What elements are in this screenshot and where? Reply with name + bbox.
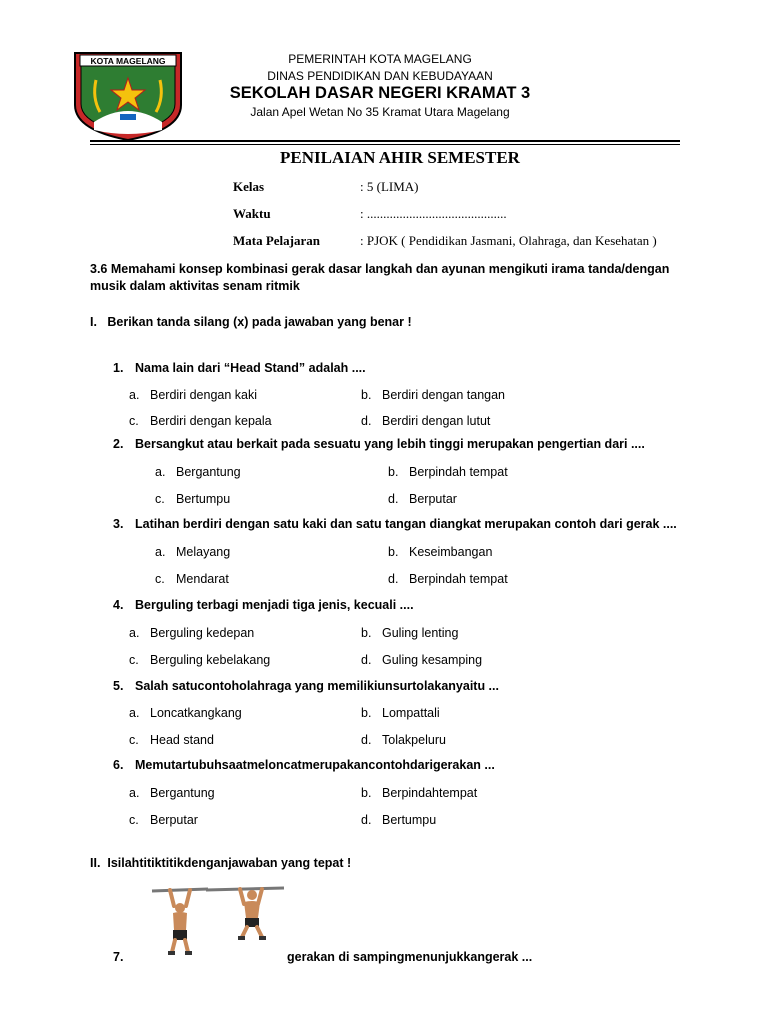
question-text: Berguling terbagi menjadi tiga jenis, kecuali ....	[135, 598, 414, 612]
option-letter: a.	[155, 545, 166, 559]
option-d	[361, 733, 446, 747]
option-text: Tolakpeluru	[382, 733, 446, 747]
option-text: Berdiri dengan kaki	[150, 388, 258, 402]
option-c	[129, 733, 214, 747]
section-1-heading: I. Berikan tanda silang (x) pada jawaban yang benar !	[90, 315, 412, 329]
option-text: Bergantung	[150, 786, 215, 800]
question-number: 5.	[113, 679, 124, 693]
option-text: Head stand	[150, 733, 214, 747]
option-a	[129, 786, 215, 800]
option-letter: d.	[361, 733, 372, 747]
header-line-department: DINAS PENDIDIKAN DAN KEBUDAYAAN	[267, 69, 493, 83]
question-number: 1.	[113, 361, 124, 375]
option-letter: d.	[361, 653, 372, 667]
pullup-illustration-2	[204, 882, 286, 942]
meta-value-kelas: : 5 (LIMA)	[360, 179, 419, 194]
option-text: Berdiri dengan lutut	[382, 414, 491, 428]
question-text: gerakan di sampingmenunjukkangerak ...	[287, 950, 533, 964]
school-logo	[72, 50, 184, 142]
question-text: Latihan berdiri dengan satu kaki dan satu tangan diangkat merupakan contoh dari gerak ....	[135, 517, 677, 531]
option-letter: c.	[129, 414, 139, 428]
option-letter: b.	[388, 465, 399, 479]
header-address: Jalan Apel Wetan No 35 Kramat Utara Magelang	[250, 105, 510, 119]
option-c	[129, 414, 272, 428]
option-text: Berpindah tempat	[409, 572, 508, 586]
option-letter: b.	[361, 388, 372, 402]
option-b	[361, 388, 506, 402]
pullup-illustration-1	[150, 886, 210, 958]
header-school-name: SEKOLAH DASAR NEGERI KRAMAT 3	[229, 84, 531, 102]
option-text: Berpindahtempat	[382, 786, 478, 800]
option-c	[155, 492, 231, 506]
option-letter: a.	[155, 465, 166, 479]
question-text: Memutartubuhsaatmeloncatmerupakancontohdarigerakan ...	[135, 758, 495, 772]
option-letter: b.	[361, 626, 372, 640]
competency-line-1: 3.6 Memahami konsep kombinasi gerak dasar langkah dan ayunan mengikuti irama tanda/dengan	[90, 262, 670, 276]
option-letter: d.	[361, 813, 372, 827]
question-number: 6.	[113, 758, 124, 772]
option-c	[129, 813, 198, 827]
competency-line-2: musik dalam aktivitas senam ritmik	[90, 279, 300, 293]
section-2-heading: II. Isilahtitiktitikdenganjawaban yang tepat !	[90, 856, 352, 870]
meta-value-mapel: : PJOK ( Pendidikan Jasmani, Olahraga, dan Kesehatan )	[360, 233, 657, 248]
option-letter: b.	[361, 786, 372, 800]
option-letter: c.	[155, 572, 165, 586]
meta-value-waktu: : ...........................................	[360, 206, 507, 221]
option-a	[155, 545, 231, 559]
option-text: Bertumpu	[382, 813, 437, 827]
option-text: Guling lenting	[382, 626, 459, 640]
option-c	[155, 572, 229, 586]
meta-label-mapel: Mata Pelajaran	[233, 233, 321, 248]
option-a	[129, 706, 242, 720]
option-text: Loncatkangkang	[150, 706, 242, 720]
question-number: 2.	[113, 437, 124, 451]
option-text: Melayang	[176, 545, 231, 559]
option-b	[361, 626, 459, 640]
option-letter: b.	[388, 545, 399, 559]
option-text: Berputar	[409, 492, 457, 506]
logo-text: KOTA MAGELANG	[90, 56, 166, 66]
option-b	[388, 545, 493, 559]
header-line-government: PEMERINTAH KOTA MAGELANG	[288, 52, 472, 66]
option-text: Berpindah tempat	[409, 465, 508, 479]
option-letter: c.	[129, 653, 139, 667]
option-b	[361, 786, 478, 800]
question-number: 4.	[113, 598, 124, 612]
option-c	[129, 653, 271, 667]
page-title: PENILAIAN AHIR SEMESTER	[280, 148, 520, 167]
option-letter: a.	[129, 626, 140, 640]
option-text: Lompattali	[382, 706, 440, 720]
option-letter: b.	[361, 706, 372, 720]
meta-label-waktu: Waktu	[233, 206, 271, 221]
option-a	[129, 388, 258, 402]
option-text: Berdiri dengan kepala	[150, 414, 272, 428]
option-letter: a.	[129, 786, 140, 800]
option-text: Guling kesamping	[382, 653, 483, 667]
option-text: Berdiri dengan tangan	[382, 388, 506, 402]
question-number: 3.	[113, 517, 124, 531]
question-number: 7.	[113, 950, 124, 964]
option-d	[388, 572, 508, 586]
option-letter: d.	[388, 572, 399, 586]
header-divider-thick	[90, 140, 680, 142]
question-text: Salah satucontoholahraga yang memilikiunsurtolakanyaitu ...	[135, 679, 499, 693]
option-d	[361, 813, 437, 827]
option-d	[388, 492, 457, 506]
option-d	[361, 414, 491, 428]
option-letter: c.	[155, 492, 165, 506]
option-letter: d.	[388, 492, 399, 506]
question-text: Nama lain dari “Head Stand” adalah ....	[135, 361, 366, 375]
option-d	[361, 653, 483, 667]
meta-label-kelas: Kelas	[233, 179, 265, 194]
question-text: Bersangkut atau berkait pada sesuatu yang lebih tinggi merupakan pengertian dari ....	[135, 437, 645, 451]
option-text: Keseimbangan	[409, 545, 493, 559]
header-divider-thin	[90, 144, 680, 145]
option-text: Bertumpu	[176, 492, 231, 506]
option-letter: c.	[129, 813, 139, 827]
option-text: Mendarat	[176, 572, 229, 586]
option-letter: c.	[129, 733, 139, 747]
option-letter: a.	[129, 388, 140, 402]
option-letter: d.	[361, 414, 372, 428]
option-text: Berputar	[150, 813, 198, 827]
option-text: Berguling kebelakang	[150, 653, 271, 667]
option-a	[155, 465, 241, 479]
option-text: Berguling kedepan	[150, 626, 255, 640]
option-letter: a.	[129, 706, 140, 720]
option-b	[361, 706, 440, 720]
option-text: Bergantung	[176, 465, 241, 479]
option-a	[129, 626, 255, 640]
option-b	[388, 465, 508, 479]
